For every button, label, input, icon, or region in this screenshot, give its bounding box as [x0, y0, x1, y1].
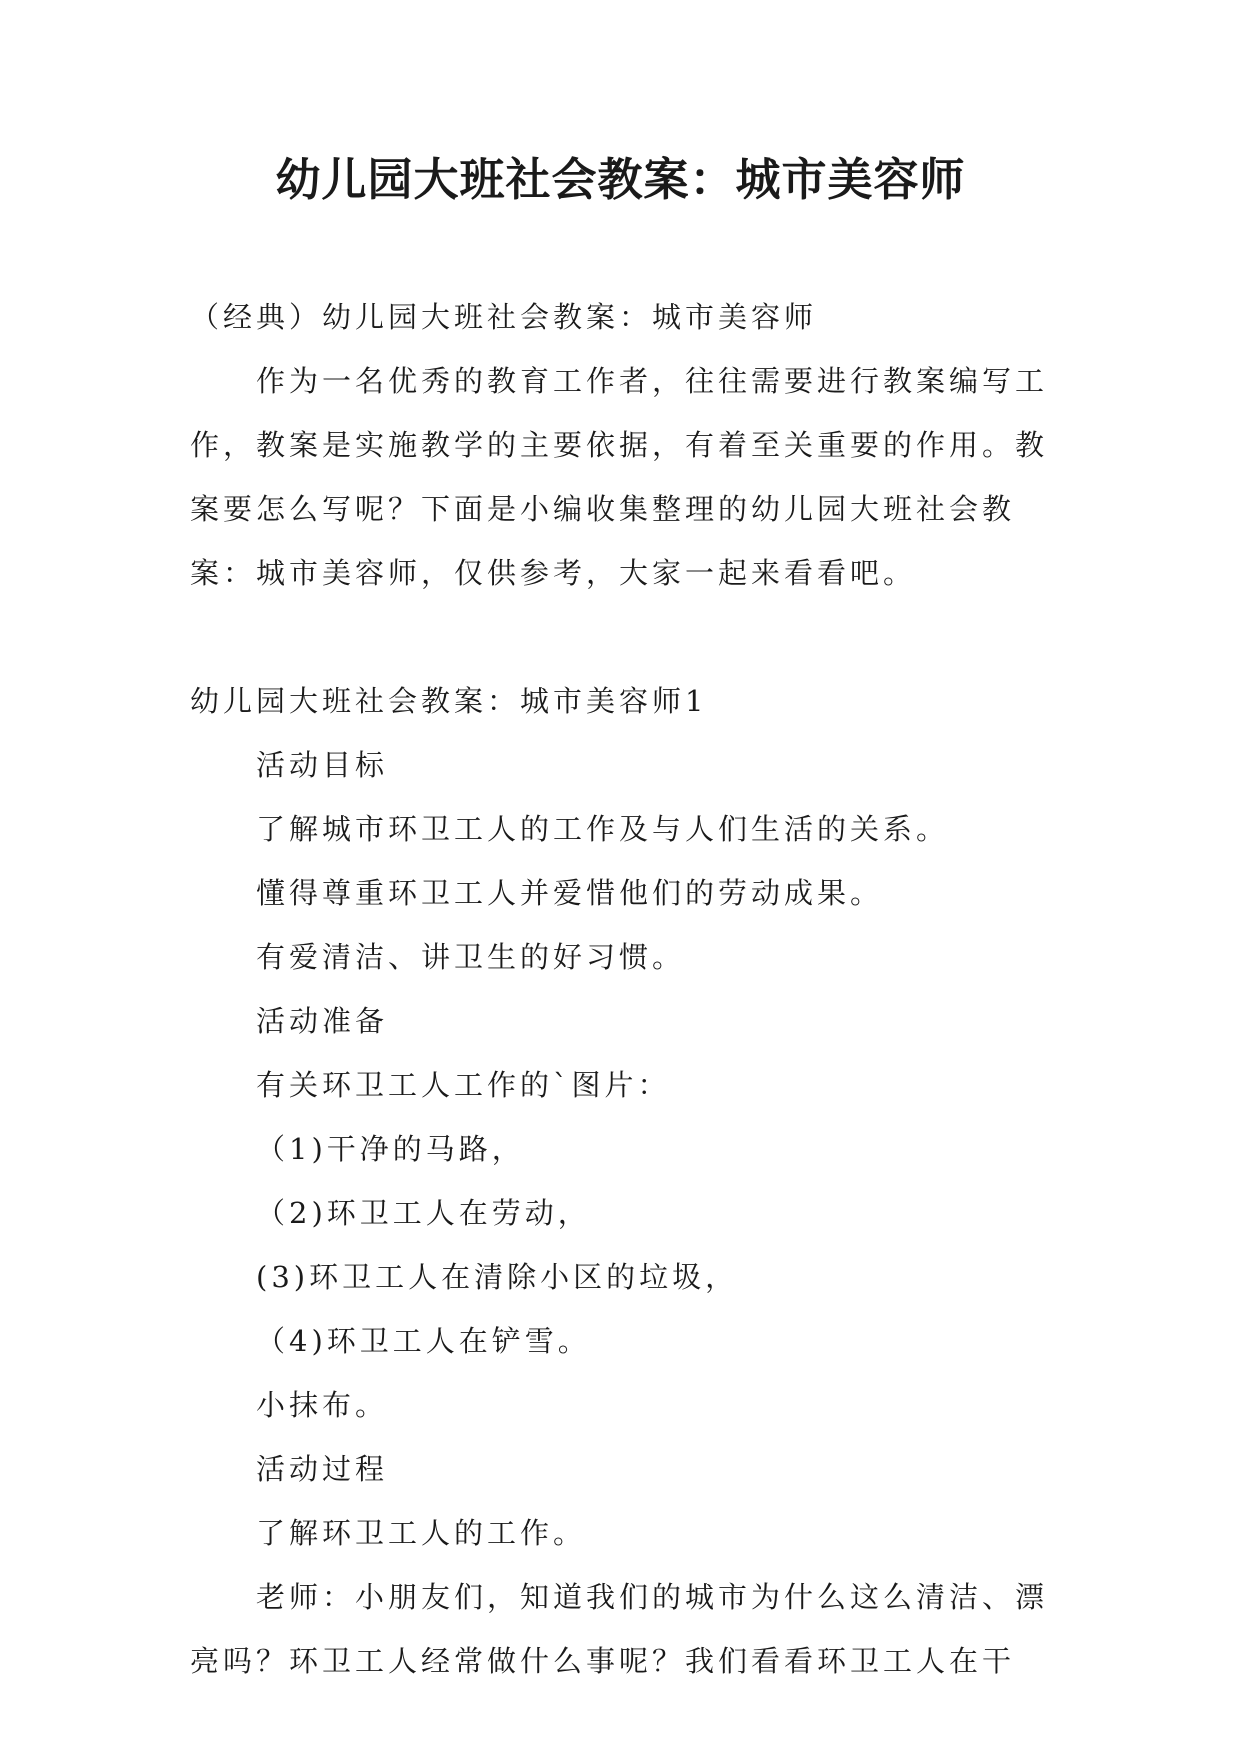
- process-step: 了解环卫工人的工作。: [256, 1516, 587, 1550]
- prep-item: （1)干净的马路，: [256, 1132, 525, 1166]
- goal-item: 有爱清洁、讲卫生的好习惯。: [256, 940, 686, 974]
- goal-heading: 活动目标: [256, 748, 389, 782]
- intro-paragraph: 作为一名优秀的教育工作者，往往需要进行教案编写工作，教案是实施教学的主要依据，有着至关重要的作用。教案要怎么写呢？下面是小编收集整理的幼儿园大班社会教案：城市美容师，仅供参考，大家一起来看看吧。: [190, 364, 1049, 590]
- teacher-paragraph: 老师：小朋友们，知道我们的城市为什么这么清洁、漂亮吗？环卫工人经常做什么事呢？我们看看环卫工人在干: [190, 1580, 1049, 1678]
- document-subtitle: （经典）幼儿园大班社会教案：城市美容师: [190, 300, 818, 334]
- goal-item: 懂得尊重环卫工人并爱惜他们的劳动成果。: [256, 876, 884, 910]
- document-body: [190, 285, 1056, 1693]
- process-heading: 活动过程: [256, 1452, 389, 1486]
- prep-extra: 小抹布。: [256, 1388, 389, 1422]
- prep-intro: 有关环卫工人工作的`图片：: [256, 1068, 671, 1102]
- paragraph-spacer: [190, 605, 1056, 669]
- page-title: 幼儿园大班社会教案：城市美容师: [275, 153, 966, 206]
- prep-item: （4)环卫工人在铲雪。: [256, 1324, 591, 1358]
- goal-item: 了解城市环卫工人的工作及与人们生活的关系。: [256, 812, 950, 846]
- section-title: 幼儿园大班社会教案：城市美容师1: [190, 684, 708, 718]
- prep-item: (3)环卫工人在清除小区的垃圾，: [256, 1260, 739, 1294]
- prep-item: （2)环卫工人在劳动，: [256, 1196, 591, 1230]
- prep-heading: 活动准备: [256, 1004, 389, 1038]
